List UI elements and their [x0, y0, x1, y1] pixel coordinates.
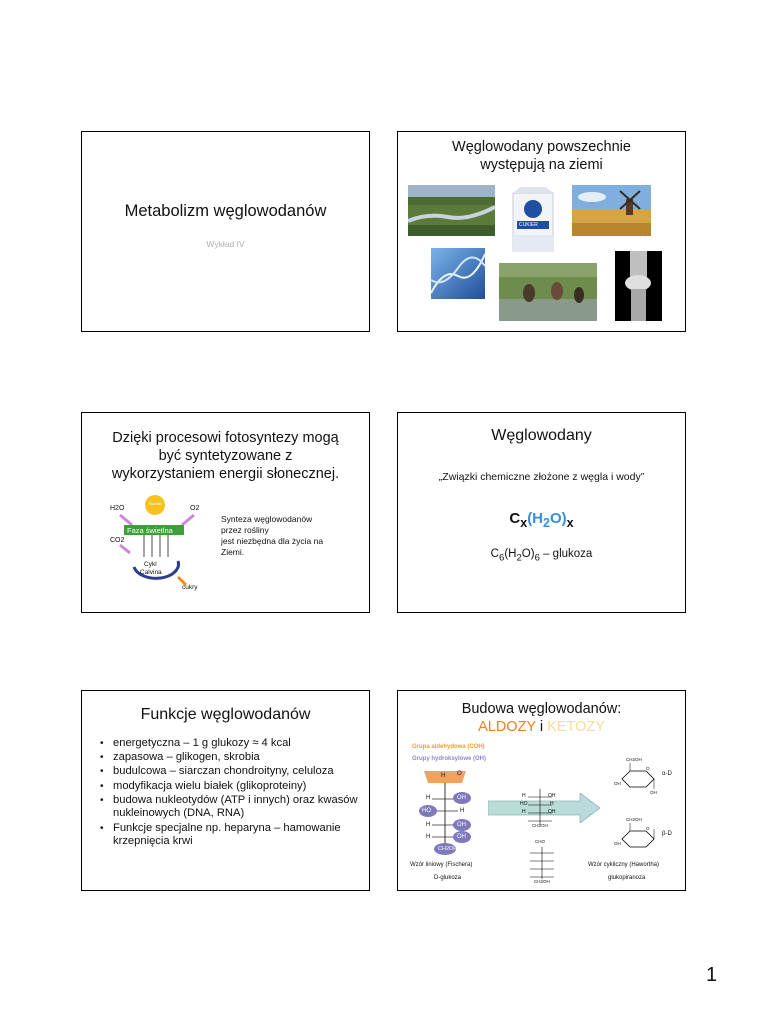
- calvin-label-2: Calvina: [140, 569, 162, 576]
- h2o-label: H2O: [110, 505, 125, 512]
- slide-6: [397, 690, 686, 891]
- fischer-o: O: [457, 771, 462, 777]
- glucose-c: C: [490, 548, 499, 560]
- formula-h: (H: [527, 510, 544, 527]
- beta-label: β-D: [662, 831, 672, 837]
- hydroxyl-group-label: Grupy hydroksylowe (OH): [412, 756, 487, 762]
- fischer-h: H: [426, 834, 431, 840]
- aldehyde-group-label: Grupa aldehydowa (COH): [412, 744, 485, 750]
- atom-ch2oh: CH2OH: [534, 879, 550, 884]
- haworth-alpha: [612, 757, 680, 801]
- fischer-name: D-glukoza: [434, 875, 462, 881]
- alpha-label: α-D: [662, 771, 672, 777]
- rice-field-photo: [499, 263, 597, 321]
- atom-oh: OH: [548, 809, 556, 815]
- title-line: Dzięki procesowi fotosyntezy mogą: [112, 430, 339, 446]
- slide-title: Funkcje węglowodanów: [140, 706, 311, 723]
- fischer-h: H: [426, 795, 431, 801]
- slide-title: [92, 429, 359, 483]
- glucose-o: O): [521, 548, 535, 560]
- fischer-caption: Wzór liniowy (Fischera): [410, 862, 473, 868]
- note-line: jest niezbędna dla życia na: [221, 536, 324, 546]
- photosynthesis-note: [221, 514, 351, 558]
- atom-oh: OH: [548, 793, 556, 799]
- fischer-h: H: [441, 773, 446, 779]
- glucose-h: (H: [504, 548, 517, 560]
- title-line: Budowa węglowodanów:: [461, 701, 622, 717]
- atom-cho: CHO: [535, 839, 545, 844]
- note-line: Synteza węglowodanów: [221, 514, 313, 524]
- photosynthesis-diagram: [106, 495, 216, 595]
- fischer-ho: HO: [422, 808, 431, 814]
- atom-ch2oh: CH2OH: [626, 817, 642, 822]
- glucose-six: 6: [534, 552, 540, 564]
- list-item: • budowa nukleotydów (ATP i innych) oraz kwasów nukleinowych (DNA, RNA): [100, 794, 362, 821]
- slide-4: [397, 412, 686, 613]
- glucose-name: – glukoza: [539, 548, 593, 560]
- page-number: 1: [706, 964, 718, 986]
- light-phase-label: Faza świetlna: [127, 526, 173, 535]
- windmill-field-photo: [572, 185, 651, 236]
- title-line: wykorzystaniem energii słonecznej.: [111, 466, 340, 482]
- o2-label: O2: [190, 505, 200, 512]
- haworth-beta: [612, 817, 680, 861]
- haworth-name: glukopiranoza: [608, 875, 646, 881]
- formula-water: [527, 510, 567, 530]
- atom-oh: OH: [614, 841, 621, 846]
- formula-x: x: [566, 516, 574, 530]
- list-item: • energetyczna – 1 g glukozy ≈ 4 kcal: [100, 737, 362, 751]
- fischer-h: H: [426, 822, 431, 828]
- slide-title: Węglowodany: [491, 427, 592, 444]
- slide-5: [81, 690, 370, 891]
- title-line: być syntetyzowane z: [158, 448, 293, 464]
- title-line: Węglowodany powszechnie: [452, 139, 631, 155]
- fischer-oh: OH: [457, 822, 466, 828]
- definition-quote: „Związki chemiczne złożone z węgla i wody”: [438, 471, 645, 483]
- fischer-small: [522, 839, 562, 885]
- sugars-label: cukry: [182, 584, 198, 591]
- fischer-h: H: [460, 808, 465, 814]
- knee-xray-photo: [615, 251, 662, 321]
- note-line: przez rośliny: [221, 525, 269, 535]
- aldoses-label: ALDOZY: [478, 719, 536, 735]
- atom-h: H: [522, 793, 526, 799]
- slide-1: [81, 131, 370, 332]
- sugar-bag-label: CUKIER: [519, 222, 538, 228]
- atom-oh: OH: [650, 790, 657, 795]
- atom-oh: OH: [614, 781, 621, 786]
- atom-h: H: [550, 801, 554, 807]
- functions-list: [100, 737, 362, 849]
- fischer-oh: OH: [457, 834, 466, 840]
- title-line: [398, 718, 685, 736]
- fischer-ch2oh: CH2OH: [438, 846, 458, 852]
- list-item: • zapasowa – glikogen, skrobia: [100, 751, 362, 765]
- list-item: • modyfikacja wielu białek (glikoproteiny): [100, 780, 362, 794]
- title-conjunction: i: [535, 719, 548, 735]
- list-item: • Funkcje specjalne np. heparyna – hamowanie krzepnięcia krwi: [100, 822, 362, 849]
- formula-two: 2: [543, 516, 550, 530]
- fischer-projection: [412, 769, 478, 857]
- calvin-label-1: Cykl: [144, 561, 157, 568]
- atom-ch2oh: CH2OH: [532, 823, 548, 828]
- list-item: • budulcowa – siarczan chondroityny, celuloza: [100, 765, 362, 779]
- atom-ho: HO: [520, 801, 528, 807]
- slide-title: [408, 138, 675, 174]
- slide-title: [398, 700, 685, 736]
- glucose-six: 6: [498, 552, 505, 564]
- co2-label: CO2: [110, 537, 125, 544]
- formula-x: x: [520, 516, 528, 530]
- atom-o: O: [646, 766, 650, 771]
- slide-2: [397, 131, 686, 332]
- fischer-plain: [520, 787, 560, 829]
- note-line: Ziemi.: [221, 547, 245, 557]
- general-formula: [398, 510, 685, 530]
- slide-3: [81, 412, 370, 613]
- river-landscape-photo: [408, 185, 495, 236]
- glucose-formula: [398, 548, 685, 563]
- fischer-oh: OH: [457, 795, 466, 801]
- glucose-two: 2: [516, 552, 522, 564]
- slide-title: Metabolizm węglowodanów: [124, 202, 327, 220]
- formula-c: C: [509, 510, 521, 527]
- sun-label: Światło: [149, 501, 162, 506]
- atom-h: H: [522, 809, 526, 815]
- dna-helix-photo: [431, 248, 485, 299]
- title-line: występują na ziemi: [480, 157, 603, 173]
- atom-ch2oh: CH2OH: [626, 757, 642, 762]
- haworth-caption: Wzór cykliczny (Hawortha): [588, 862, 660, 868]
- formula-o: O): [549, 510, 567, 527]
- sugar-bag-photo: [510, 187, 556, 253]
- ketoses-label: KETOZY: [547, 719, 605, 735]
- atom-o: O: [646, 826, 650, 831]
- slide-subtitle: Wykład IV: [206, 239, 245, 249]
